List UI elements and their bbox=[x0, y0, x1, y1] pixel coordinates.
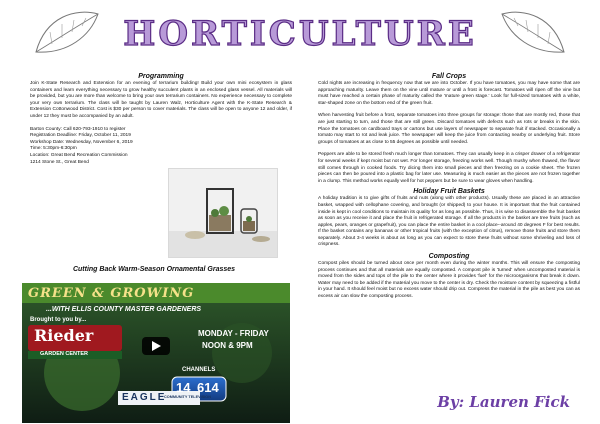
video-sponsor: Rieder bbox=[34, 326, 94, 345]
play-icon[interactable] bbox=[142, 337, 170, 355]
video-network-sub: COMMUNITY TELEVISION bbox=[164, 395, 211, 399]
event-line: 1214 Stone St., Great Bend bbox=[30, 159, 89, 165]
event-line: Registration Deadline: Friday, October 11, 2019 bbox=[30, 133, 131, 139]
leaf-outline-icon bbox=[498, 6, 568, 58]
fall-crops-paragraph: Cold nights are increasing in frequency now that we are into October. If you have tomatoes, you may have some that are approaching maturity. Leave them on the vine until mature or until a frost is forecast. Tomatoes will ripen off the vine but must have reached a certain phase of maturity called the 'mature green stage.' Look for full-sized tomatoes with a white, star-shaped zone on the bottom end of the green fruit. bbox=[318, 81, 580, 106]
page-title: HORTICULTURE bbox=[123, 14, 477, 54]
video-show-title: GREEN & GROWING bbox=[28, 286, 195, 301]
video-brought-by: Brought to you by... bbox=[30, 317, 87, 323]
event-line: Time: 5:30pm-6:30pm bbox=[30, 146, 77, 152]
left-column bbox=[30, 72, 292, 166]
composting-heading: Composting bbox=[428, 253, 470, 261]
video-schedule-times: NOON & 9PM bbox=[202, 341, 253, 350]
byline: By: Lauren Fick bbox=[437, 393, 570, 411]
terrarium-image bbox=[169, 169, 277, 257]
video-channel-a: 14 bbox=[176, 380, 191, 395]
masthead bbox=[0, 0, 600, 60]
video-sponsor-sub: GARDEN CENTER bbox=[40, 351, 88, 357]
fall-crops-paragraph: Peppers are able to be stored fresh much longer than tomatoes. They can usually keep in a crisper drawer of a refrigerator for several weeks if kept moist but not wet. For longer storage, freezing works well. Though mushy when thawed, the flavor still comes through in cooked foods. Try dicing them into small pieces and then freezing on a cookie sheet. The frozen pieces can then be poured into a plastic bag for later use. Measuring is much easier as the pieces are not frozen together in a clump. This method works equally well for hot peppers but be sure to wear gloves when handling. bbox=[318, 152, 580, 184]
holiday-text: A holiday tradition is to give gifts of fruits and nuts (along with other products). Usually these are placed in an attractive basket, wrapped with cellophane covering, and brought (or shipped) to your house. It is important that the fruit contained inside is kept in cool conditions to maintain its quality for as long as possible. Thus, it is wise to disassemble the fruit basket as soon as you receive it and place the fruit in refrigerated storage. If all the products in the basket are tree fruits (such as apples, pears, oranges or grapefruit), you can place the entire basket in a cool place--around 40 degrees F for best results. If the basket contains any bananas or other tropical fruits (with the exception of citrus), remove those fruits and store them separately. About 3-4 weeks is about as long as you can expect to store these fruits without some shriveling and loss of crispness. bbox=[318, 196, 580, 248]
holiday-heading: Holiday Fruit Baskets bbox=[413, 188, 485, 196]
terrarium-photo bbox=[168, 168, 278, 258]
composting-text: Compost piles should be turned about once per month even during the winter months. This will ensure the composting process continues and that all materials are equally composted. A compost pile is 'turned' when uncomposted material is moved from the sides and tops of the pile to the center where it provides 'fuel' for the microorganisms that break it down. Water may need to be added if the material you move to the center is dry. Check the moisture content by squeezing a fistful in your hand. It should feel moist but no excess water should drip out. Compress the material in the pile as best you can as excess air can slow the composting process. bbox=[318, 261, 580, 300]
video-schedule-days: MONDAY - FRIDAY bbox=[198, 329, 269, 338]
event-line: Workshop Date: Wednesday, November 6, 2019 bbox=[30, 139, 133, 145]
video-heading: Cutting Back Warm-Season Ornamental Grasses bbox=[72, 266, 236, 273]
video-channels-label: CHANNELS bbox=[182, 367, 216, 373]
video-with-line: ...WITH ELLIS COUNTY MASTER GARDENERS bbox=[46, 306, 202, 313]
programming-heading: Programming bbox=[138, 73, 184, 80]
programming-text: Join K-State Research and Extension for an evening of terrarium building! Build your own mini ecosystem in glass containers and learn everything necessary to grow healthy succulent plants in an enclosed glass vessel. All materials will be provided, but you are more than welcome to bring your own terrarium containers. No experience necessary to complete your very own terrarium. The class will be taught by Lauren Walz, Horticulture Agent with the K-State Research & Extension Cottonwood District. Cost is $30 per person to cover materials. The class will be open to anyone 12 and older, if under 12 they must be accompanied by an adult. bbox=[30, 81, 292, 119]
video-player[interactable] bbox=[22, 283, 290, 423]
fall-crops-heading: Fall Crops bbox=[431, 73, 467, 80]
right-column bbox=[318, 72, 580, 301]
video-channel-b: 614 bbox=[197, 380, 219, 395]
event-line: Barton County: Call 620-793-1910 to register bbox=[30, 126, 126, 132]
event-details bbox=[30, 127, 292, 167]
fall-crops-paragraph: When harvesting fruit before a frost, separate tomatoes into three groups for storage: those that are mostly red, those that are just starting to turn, and those that are still green. Discard tomatoes with defects such as rots or breaks in the skin. Place the tomatoes on cardboard trays or cartons but use layers of newspaper to separate fruit if stacked. Occasionally a tomato may start to rot and leak juice. The newspaper will keep the juice from contacting nearby or underlying fruit. Store groups of tomatoes at as close to 55 degrees as possible until needed. bbox=[318, 113, 580, 145]
event-line: Location: Great Bend Recreation Commission bbox=[30, 152, 128, 158]
video-network: EAGLE bbox=[122, 392, 167, 403]
